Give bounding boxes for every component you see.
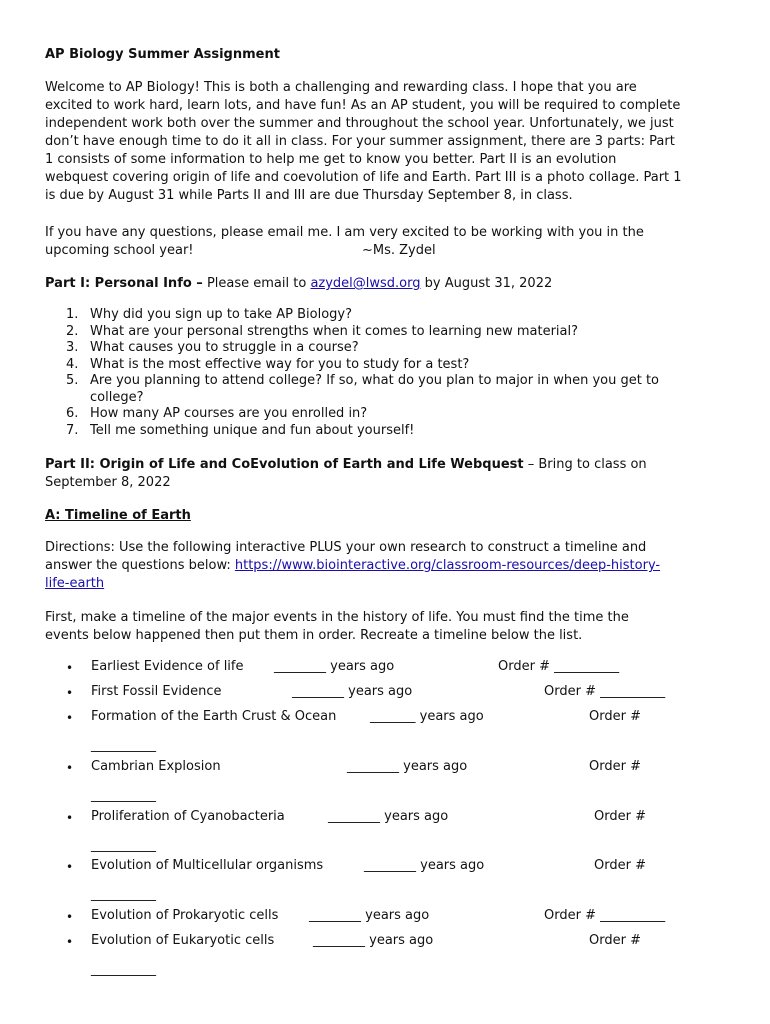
intro-line: 1 consists of some information to help me get to know you better. Part II is an evolution <box>45 152 617 167</box>
event-order: Order # <box>594 809 646 824</box>
part2-heading-block <box>45 456 647 492</box>
event-name: Evolution of Prokaryotic cells <box>91 908 279 923</box>
event-order-blank: __________ <box>91 738 156 753</box>
part1-heading-line <box>45 275 552 293</box>
event-order: Order # <box>589 933 641 948</box>
biointeractive-link[interactable]: https://www.biointeractive.org/classroom-resources/deep-history- <box>234 558 661 573</box>
intro-line: is due by August 31 while Parts II and III are due Thursday September 8, in class. <box>45 188 573 203</box>
bullet-icon: • <box>66 811 74 825</box>
part1-heading: Part I: Personal Info – <box>45 276 203 291</box>
email-link[interactable]: azydel@lwsd.org <box>310 276 421 291</box>
event-order-blank: __________ <box>91 838 156 853</box>
event-years-blank: ________ years ago <box>292 684 413 699</box>
list-item: 3. What causes you to struggle in a course? <box>66 340 359 355</box>
part1-text: Please email to <box>202 276 311 291</box>
event-name: Evolution of Multicellular organisms <box>91 858 324 873</box>
event-name: Earliest Evidence of life <box>91 659 244 674</box>
list-item: 7. Tell me something unique and fun about yourself! <box>66 422 415 438</box>
intro-line: webquest covering origin of life and coevolution of life and Earth. Part III is a photo collage. Part 1 <box>45 170 682 185</box>
intro-line: Welcome to AP Biology! This is both a challenging and rewarding class. I hope that you are <box>45 80 637 95</box>
event-order-blank: __________ <box>91 962 156 977</box>
bullet-icon: • <box>66 860 74 874</box>
directions-paragraph: Directions: Use the following interactive PLUS your own research to construct a timeline and answer the questions below: https://www.biointeractive.org/classroom-resources/deep-history- life-earth <box>45 540 661 591</box>
list-item: 5. Are you planning to attend college? If so, what do you plan to major in when you get to college? <box>66 373 660 405</box>
event-name: Evolution of Eukaryotic cells <box>91 933 275 948</box>
questions-line: If you have any questions, please email me. I am very excited to be working with you in the <box>45 225 644 240</box>
part2-text: – Bring to class on <box>523 457 647 472</box>
list-item: 6. How many AP courses are you enrolled in? <box>66 406 368 421</box>
event-years-blank: ________ years ago <box>364 858 485 873</box>
intro-paragraph <box>45 79 682 205</box>
list-item: 1. Why did you sign up to take AP Biology? <box>66 307 353 322</box>
bullet-icon: • <box>66 711 74 725</box>
event-years-blank: _______ years ago <box>370 709 484 724</box>
section-a-heading: A: Timeline of Earth <box>45 508 191 523</box>
questions-paragraph <box>45 224 644 260</box>
event-years-blank: ________ years ago <box>313 933 434 948</box>
intro-line: independent work both over the summer and throughout the school year. Unfortunately, we just <box>45 116 674 131</box>
intro-line: excited to work hard, learn lots, and have fun! As an AP student, you will be required to complete <box>45 98 681 113</box>
event-name: Proliferation of Cyanobacteria <box>91 809 285 824</box>
event-name: Cambrian Explosion <box>91 759 221 774</box>
bullet-icon: • <box>66 910 74 924</box>
event-name: Formation of the Earth Crust & Ocean <box>91 709 337 724</box>
event-order: Order # <box>589 709 641 724</box>
event-order: Order # <box>594 858 646 873</box>
bullet-icon: • <box>66 761 74 775</box>
list-item: 2. What are your personal strengths when it comes to learning new material? <box>66 323 579 339</box>
event-order: Order # __________ <box>544 684 666 699</box>
event-order-blank: __________ <box>91 788 156 803</box>
first-paragraph: First, make a timeline of the major events in the history of life. You must find the time the events below happened then put them in order. Recreate a timeline below the list. <box>45 610 629 643</box>
bullet-icon: • <box>66 686 74 700</box>
bullet-icon: • <box>66 661 74 675</box>
part2-heading: Part II: Origin of Life and CoEvolution of Earth and Life Webquest <box>45 457 524 472</box>
intro-line: don’t have enough time to do it all in class. For your summer assignment, there are 3 parts: Part <box>45 134 675 149</box>
event-years-blank: ________ years ago <box>328 809 449 824</box>
list-item: 4. What is the most effective way for you to study for a test? <box>66 356 470 372</box>
part2-date: September 8, 2022 <box>45 475 171 490</box>
event-order-blank: __________ <box>91 887 156 902</box>
event-years-blank: ________ years ago <box>309 908 430 923</box>
questions-line: upcoming school year! <box>45 243 194 258</box>
bullet-icon: • <box>66 935 74 949</box>
event-order: Order # <box>589 759 641 774</box>
event-years-blank: ________ years ago <box>274 659 395 674</box>
event-order: Order # __________ <box>498 659 620 674</box>
personal-info-questions <box>66 307 659 439</box>
biointeractive-link-cont[interactable]: life-earth <box>45 576 105 591</box>
event-name: First Fossil Evidence <box>91 684 222 699</box>
document-title: AP Biology Summer Assignment <box>45 47 280 62</box>
event-years-blank: ________ years ago <box>347 759 468 774</box>
event-order: Order # __________ <box>544 908 666 923</box>
signature: ~Ms. Zydel <box>362 243 436 258</box>
part1-text-after: by August 31, 2022 <box>420 276 553 291</box>
